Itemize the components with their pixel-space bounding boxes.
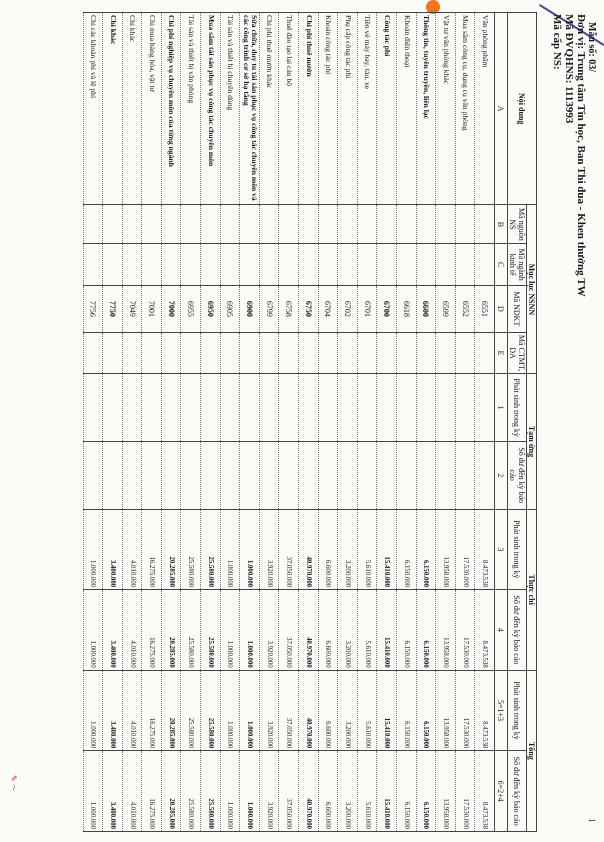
- row-tot-period-cell: 1.000.000: [220, 670, 240, 751]
- row-source-cell: [142, 205, 162, 244]
- row-sector-cell: [181, 244, 201, 286]
- row-act-period-cell: 6.150.000: [397, 509, 417, 590]
- table-row: [201, 13, 221, 832]
- row-adv-balance-cell: [259, 441, 279, 509]
- row-ctmt-cell: [83, 332, 103, 374]
- row-tot-balance-cell: 13.958.000: [436, 751, 456, 832]
- col-adv-period-header: Phát sinh trong kỳ: [508, 374, 527, 442]
- row-act-period-cell: 15.410.000: [377, 509, 397, 590]
- row-ndkt-cell: 6750: [299, 285, 319, 332]
- col-budget-group-header: Mục lục NSNN: [527, 205, 537, 374]
- table-row: [338, 13, 358, 832]
- row-sector-cell: [259, 244, 279, 286]
- table-row: [397, 13, 417, 832]
- row-content-cell: Tài sản và thiết bị văn phòng: [181, 13, 201, 205]
- row-act-balance-cell: 25.580.000: [181, 590, 201, 671]
- row-ctmt-cell: [220, 332, 240, 374]
- col-ctmt-header: Mã CTMT, DA: [508, 332, 527, 374]
- row-tot-balance-cell: 20.285.000: [161, 751, 181, 832]
- row-adv-period-cell: [103, 374, 123, 442]
- row-tot-balance-cell: 16.275.000: [142, 751, 162, 832]
- row-adv-balance-cell: [455, 441, 475, 509]
- row-act-balance-cell: 13.958.000: [436, 590, 456, 671]
- row-adv-period-cell: [357, 374, 377, 442]
- idx-cell: C: [495, 244, 508, 286]
- row-tot-period-cell: 13.958.000: [436, 670, 456, 751]
- table-row: [455, 13, 475, 832]
- row-sector-cell: [338, 244, 358, 286]
- row-source-cell: [475, 205, 495, 244]
- table-row: [279, 13, 299, 832]
- col-source-header: Mã nguồn NS: [508, 205, 527, 244]
- col-advance-group-header: Tạm ứng: [527, 374, 537, 509]
- col-act-period-header: Phát sinh trong kỳ: [508, 509, 527, 590]
- row-content-cell: Vật tư văn phòng khác: [436, 13, 456, 205]
- red-stamp-fragment: ✎ ～: [9, 775, 18, 792]
- row-sector-cell: [318, 244, 338, 286]
- row-adv-balance-cell: [377, 441, 397, 509]
- row-sector-cell: [201, 244, 221, 286]
- row-adv-period-cell: [259, 374, 279, 442]
- row-adv-period-cell: [436, 374, 456, 442]
- row-act-balance-cell: 15.410.000: [377, 590, 397, 671]
- row-ndkt-cell: 6600: [416, 285, 436, 332]
- row-act-period-cell: 40.970.000: [299, 509, 319, 590]
- row-adv-balance-cell: [220, 441, 240, 509]
- row-adv-balance-cell: [161, 441, 181, 509]
- row-ndkt-cell: 6950: [201, 285, 221, 332]
- table-row: [318, 13, 338, 832]
- row-act-period-cell: 1.000.000: [83, 509, 103, 590]
- row-tot-period-cell: 15.410.000: [377, 670, 397, 751]
- row-content-cell: Chi phí thuê mướn khác: [259, 13, 279, 205]
- row-adv-period-cell: [83, 374, 103, 442]
- row-sector-cell: [83, 244, 103, 286]
- row-ctmt-cell: [279, 332, 299, 374]
- row-ctmt-cell: [122, 332, 142, 374]
- row-source-cell: [201, 205, 221, 244]
- row-content-cell: Chi phí nghiệp vụ chuyên môn của từng ngành: [161, 13, 181, 205]
- row-source-cell: [338, 205, 358, 244]
- row-ndkt-cell: 7750: [103, 285, 123, 332]
- row-ctmt-cell: [142, 332, 162, 374]
- column-index-row: [495, 13, 508, 832]
- row-tot-balance-cell: 1.000.000: [240, 751, 260, 832]
- row-act-period-cell: 13.958.000: [436, 509, 456, 590]
- row-adv-balance-cell: [357, 441, 377, 509]
- row-adv-period-cell: [220, 374, 240, 442]
- row-tot-period-cell: 5.610.000: [357, 670, 377, 751]
- row-tot-period-cell: 8.473.538: [475, 670, 495, 751]
- row-sector-cell: [279, 244, 299, 286]
- table-row: [122, 13, 142, 832]
- row-tot-period-cell: 1.000.000: [83, 670, 103, 751]
- table-row: [475, 13, 495, 832]
- row-adv-period-cell: [318, 374, 338, 442]
- row-adv-period-cell: [416, 374, 436, 442]
- row-tot-period-cell: 1.000.000: [240, 670, 260, 751]
- row-ndkt-cell: 6799: [259, 285, 279, 332]
- row-ctmt-cell: [475, 332, 495, 374]
- table-row: [161, 13, 181, 832]
- doc-unit: Đơn vị: Trung tâm Tin học, Ban Thi đua - Khen thưởng TW: [575, 14, 587, 297]
- row-act-balance-cell: 6.150.000: [416, 590, 436, 671]
- row-act-balance-cell: 40.970.000: [299, 590, 319, 671]
- row-adv-balance-cell: [279, 441, 299, 509]
- row-tot-balance-cell: 8.473.538: [475, 751, 495, 832]
- row-tot-period-cell: 25.580.000: [201, 670, 221, 751]
- row-ctmt-cell: [299, 332, 319, 374]
- idx-cell: B: [495, 205, 508, 244]
- row-ctmt-cell: [338, 332, 358, 374]
- col-actual-group-header: Thực chi: [527, 509, 537, 670]
- idx-cell: 6=2+4: [495, 751, 508, 832]
- row-tot-period-cell: 6.150.000: [416, 670, 436, 751]
- table-row: [240, 13, 260, 832]
- idx-cell: D: [495, 285, 508, 332]
- row-sector-cell: [161, 244, 181, 286]
- row-act-period-cell: 25.580.000: [201, 509, 221, 590]
- table-row: [103, 13, 123, 832]
- row-adv-balance-cell: [103, 441, 123, 509]
- page-mark: 1: [587, 818, 597, 823]
- row-adv-balance-cell: [338, 441, 358, 509]
- col-content-header: Nội dung: [508, 13, 537, 205]
- row-content-cell: Công tác phí: [377, 13, 397, 205]
- row-ctmt-cell: [455, 332, 475, 374]
- row-sector-cell: [240, 244, 260, 286]
- row-adv-balance-cell: [122, 441, 142, 509]
- table-row: [299, 13, 319, 832]
- expense-report-table: [83, 12, 537, 832]
- row-sector-cell: [103, 244, 123, 286]
- row-ctmt-cell: [103, 332, 123, 374]
- row-act-period-cell: 6.150.000: [416, 509, 436, 590]
- row-content-cell: Mua sắm tài sản phục vụ công tác chuyên môn: [201, 13, 221, 205]
- row-act-balance-cell: 17.530.000: [455, 590, 475, 671]
- row-adv-balance-cell: [299, 441, 319, 509]
- row-act-balance-cell: 3.400.000: [103, 590, 123, 671]
- row-source-cell: [279, 205, 299, 244]
- row-adv-balance-cell: [240, 441, 260, 509]
- row-act-period-cell: 17.530.000: [455, 509, 475, 590]
- col-adv-balance-header: Số dư đến kỳ báo cáo: [508, 441, 527, 509]
- row-source-cell: [220, 205, 240, 244]
- row-act-balance-cell: 3.920.000: [259, 590, 279, 671]
- idx-cell: E: [495, 332, 508, 374]
- table-row: [83, 13, 103, 832]
- row-sector-cell: [299, 244, 319, 286]
- row-act-balance-cell: 1.000.000: [83, 590, 103, 671]
- idx-cell: A: [495, 13, 508, 205]
- row-act-balance-cell: 1.000.000: [220, 590, 240, 671]
- row-ndkt-cell: 6905: [220, 285, 240, 332]
- row-tot-period-cell: 6.150.000: [397, 670, 417, 751]
- row-act-period-cell: 8.473.538: [475, 509, 495, 590]
- row-source-cell: [240, 205, 260, 244]
- row-ndkt-cell: 6702: [338, 285, 358, 332]
- row-tot-period-cell: 16.275.000: [142, 670, 162, 751]
- row-content-cell: Sửa chữa, duy tu tài sản phục vụ công tác chuyên môn và các công trình cơ sở hạ tầng: [240, 13, 260, 205]
- row-adv-period-cell: [161, 374, 181, 442]
- row-source-cell: [416, 205, 436, 244]
- row-source-cell: [181, 205, 201, 244]
- row-content-cell: Khoán công tác phí: [318, 13, 338, 205]
- row-adv-balance-cell: [436, 441, 456, 509]
- row-source-cell: [377, 205, 397, 244]
- table-row: [220, 13, 240, 832]
- row-act-period-cell: 3.400.000: [103, 509, 123, 590]
- row-content-cell: Thông tin, tuyên truyền, liên lạc: [416, 13, 436, 205]
- col-ndkt-header: Mã NDKT: [508, 285, 527, 332]
- row-ndkt-cell: 6955: [181, 285, 201, 332]
- row-adv-period-cell: [338, 374, 358, 442]
- row-ctmt-cell: [436, 332, 456, 374]
- row-act-period-cell: 37.050.000: [279, 509, 299, 590]
- row-source-cell: [122, 205, 142, 244]
- col-tot-balance-header: Số dư đến kỳ báo cáo: [508, 751, 527, 832]
- row-ndkt-cell: 7049: [122, 285, 142, 332]
- row-ndkt-cell: 7001: [142, 285, 162, 332]
- row-act-period-cell: 25.580.000: [181, 509, 201, 590]
- row-act-balance-cell: 20.285.000: [161, 590, 181, 671]
- row-tot-balance-cell: 17.530.000: [455, 751, 475, 832]
- row-content-cell: Văn phòng phẩm: [475, 13, 495, 205]
- row-adv-period-cell: [377, 374, 397, 442]
- row-source-cell: [455, 205, 475, 244]
- row-act-balance-cell: 25.580.000: [201, 590, 221, 671]
- row-content-cell: Chi các khoản phí và lệ phí: [83, 13, 103, 205]
- row-content-cell: Tài sản và thiết bị chuyên dùng: [220, 13, 240, 205]
- row-tot-balance-cell: 6.150.000: [416, 751, 436, 832]
- row-act-period-cell: 3.920.000: [259, 509, 279, 590]
- row-tot-balance-cell: 6.600.000: [318, 751, 338, 832]
- row-adv-period-cell: [142, 374, 162, 442]
- row-ctmt-cell: [259, 332, 279, 374]
- row-ndkt-cell: 7000: [161, 285, 181, 332]
- doc-form-number: Mẫu số: 03/: [586, 22, 597, 72]
- row-sector-cell: [220, 244, 240, 286]
- row-sector-cell: [455, 244, 475, 286]
- row-ndkt-cell: 6551: [475, 285, 495, 332]
- row-ctmt-cell: [416, 332, 436, 374]
- row-tot-period-cell: 3.200.000: [338, 670, 358, 751]
- row-tot-balance-cell: 6.150.000: [397, 751, 417, 832]
- row-ctmt-cell: [318, 332, 338, 374]
- row-ctmt-cell: [240, 332, 260, 374]
- row-ndkt-cell: 6552: [455, 285, 475, 332]
- row-tot-balance-cell: 3.400.000: [103, 751, 123, 832]
- row-tot-period-cell: 3.400.000: [103, 670, 123, 751]
- row-content-cell: Thuê đào tạo lại cán bộ: [279, 13, 299, 205]
- row-tot-period-cell: 20.285.000: [161, 670, 181, 751]
- row-tot-balance-cell: 4.010.000: [122, 751, 142, 832]
- row-content-cell: Chi phí thuê mướn: [299, 13, 319, 205]
- row-adv-balance-cell: [83, 441, 103, 509]
- row-source-cell: [161, 205, 181, 244]
- row-tot-balance-cell: 40.970.000: [299, 751, 319, 832]
- row-adv-period-cell: [475, 374, 495, 442]
- row-tot-period-cell: 6.600.000: [318, 670, 338, 751]
- row-tot-period-cell: 25.580.000: [181, 670, 201, 751]
- row-adv-period-cell: [240, 374, 260, 442]
- row-adv-balance-cell: [181, 441, 201, 509]
- row-tot-balance-cell: 1.000.000: [83, 751, 103, 832]
- row-content-cell: Chi mua hàng hóa, vật tư: [142, 13, 162, 205]
- row-source-cell: [299, 205, 319, 244]
- idx-cell: 2: [495, 441, 508, 509]
- row-tot-period-cell: 40.970.000: [299, 670, 319, 751]
- row-tot-balance-cell: 25.580.000: [181, 751, 201, 832]
- row-adv-period-cell: [122, 374, 142, 442]
- row-source-cell: [397, 205, 417, 244]
- col-act-balance-header: Số dư đến kỳ báo cáo: [508, 590, 527, 671]
- row-ctmt-cell: [161, 332, 181, 374]
- row-adv-balance-cell: [475, 441, 495, 509]
- row-adv-balance-cell: [142, 441, 162, 509]
- row-content-cell: Phụ cấp công tác phí: [338, 13, 358, 205]
- row-act-period-cell: 3.200.000: [338, 509, 358, 590]
- row-adv-balance-cell: [201, 441, 221, 509]
- row-ndkt-cell: 6618: [397, 285, 417, 332]
- row-tot-period-cell: 4.010.000: [122, 670, 142, 751]
- row-source-cell: [83, 205, 103, 244]
- row-source-cell: [103, 205, 123, 244]
- row-tot-balance-cell: 1.000.000: [220, 751, 240, 832]
- row-act-period-cell: 1.000.000: [240, 509, 260, 590]
- row-tot-period-cell: 17.530.000: [455, 670, 475, 751]
- row-content-cell: Mua sắm công cụ, dụng cụ văn phòng: [455, 13, 475, 205]
- row-act-balance-cell: 16.275.000: [142, 590, 162, 671]
- row-tot-balance-cell: 5.610.000: [357, 751, 377, 832]
- row-act-period-cell: 20.285.000: [161, 509, 181, 590]
- row-ndkt-cell: 6758: [279, 285, 299, 332]
- row-source-cell: [436, 205, 456, 244]
- row-act-period-cell: 4.010.000: [122, 509, 142, 590]
- row-act-balance-cell: 1.000.000: [240, 590, 260, 671]
- table-row: [142, 13, 162, 832]
- row-source-cell: [259, 205, 279, 244]
- row-tot-balance-cell: 25.580.000: [201, 751, 221, 832]
- table-row: [357, 13, 377, 832]
- idx-cell: 1: [495, 374, 508, 442]
- row-act-period-cell: 16.275.000: [142, 509, 162, 590]
- row-act-period-cell: 5.610.000: [357, 509, 377, 590]
- row-adv-period-cell: [279, 374, 299, 442]
- row-sector-cell: [377, 244, 397, 286]
- row-act-balance-cell: 8.473.538: [475, 590, 495, 671]
- row-ndkt-cell: 6599: [436, 285, 456, 332]
- row-sector-cell: [122, 244, 142, 286]
- row-content-cell: Chi khác: [122, 13, 142, 205]
- row-ctmt-cell: [377, 332, 397, 374]
- row-content-cell: Tiền vé máy bay, tàu, xe: [357, 13, 377, 205]
- row-adv-balance-cell: [397, 441, 417, 509]
- row-tot-period-cell: 3.920.000: [259, 670, 279, 751]
- row-ndkt-cell: 6900: [240, 285, 260, 332]
- row-act-period-cell: 1.000.000: [220, 509, 240, 590]
- row-sector-cell: [416, 244, 436, 286]
- row-sector-cell: [475, 244, 495, 286]
- row-act-balance-cell: 6.150.000: [397, 590, 417, 671]
- row-act-balance-cell: 6.600.000: [318, 590, 338, 671]
- row-adv-period-cell: [201, 374, 221, 442]
- row-tot-balance-cell: 37.050.000: [279, 751, 299, 832]
- row-ctmt-cell: [181, 332, 201, 374]
- idx-cell: 4: [495, 590, 508, 671]
- row-tot-balance-cell: 15.410.000: [377, 751, 397, 832]
- row-ctmt-cell: [397, 332, 417, 374]
- row-source-cell: [318, 205, 338, 244]
- row-content-cell: Chi khác: [103, 13, 123, 205]
- idx-cell: 5=1+3: [495, 670, 508, 751]
- row-tot-period-cell: 37.050.000: [279, 670, 299, 751]
- row-ndkt-cell: 6704: [318, 285, 338, 332]
- row-ndkt-cell: 6700: [377, 285, 397, 332]
- row-act-balance-cell: 37.050.000: [279, 590, 299, 671]
- idx-cell: 3: [495, 509, 508, 590]
- table-row: [436, 13, 456, 832]
- row-adv-period-cell: [455, 374, 475, 442]
- row-source-cell: [357, 205, 377, 244]
- row-content-cell: Khoản điện thoại: [397, 13, 417, 205]
- table-row: [377, 13, 397, 832]
- row-ndkt-cell: 6701: [357, 285, 377, 332]
- row-adv-balance-cell: [416, 441, 436, 509]
- row-tot-balance-cell: 3.920.000: [259, 751, 279, 832]
- table-row: [416, 13, 436, 832]
- row-sector-cell: [436, 244, 456, 286]
- col-sector-header: Mã ngành kinh tế: [508, 244, 527, 286]
- row-sector-cell: [357, 244, 377, 286]
- row-adv-period-cell: [299, 374, 319, 442]
- row-ndkt-cell: 7756: [83, 285, 103, 332]
- col-tot-period-header: Phát sinh trong kỳ: [508, 670, 527, 751]
- row-ctmt-cell: [357, 332, 377, 374]
- table-row: [181, 13, 201, 832]
- col-total-group-header: Tổng: [527, 670, 537, 831]
- doc-qhns-code: Mã ĐVQHNS: 1113993: [563, 14, 575, 124]
- row-act-balance-cell: 5.610.000: [357, 590, 377, 671]
- row-adv-balance-cell: [318, 441, 338, 509]
- row-tot-balance-cell: 3.200.000: [338, 751, 358, 832]
- row-act-period-cell: 6.600.000: [318, 509, 338, 590]
- row-adv-period-cell: [397, 374, 417, 442]
- row-adv-period-cell: [181, 374, 201, 442]
- table-row: [259, 13, 279, 832]
- row-act-balance-cell: 4.010.000: [122, 590, 142, 671]
- row-act-balance-cell: 3.200.000: [338, 590, 358, 671]
- doc-ns-level: Mã cấp NS:: [551, 14, 563, 70]
- row-sector-cell: [142, 244, 162, 286]
- row-ctmt-cell: [201, 332, 221, 374]
- row-sector-cell: [397, 244, 417, 286]
